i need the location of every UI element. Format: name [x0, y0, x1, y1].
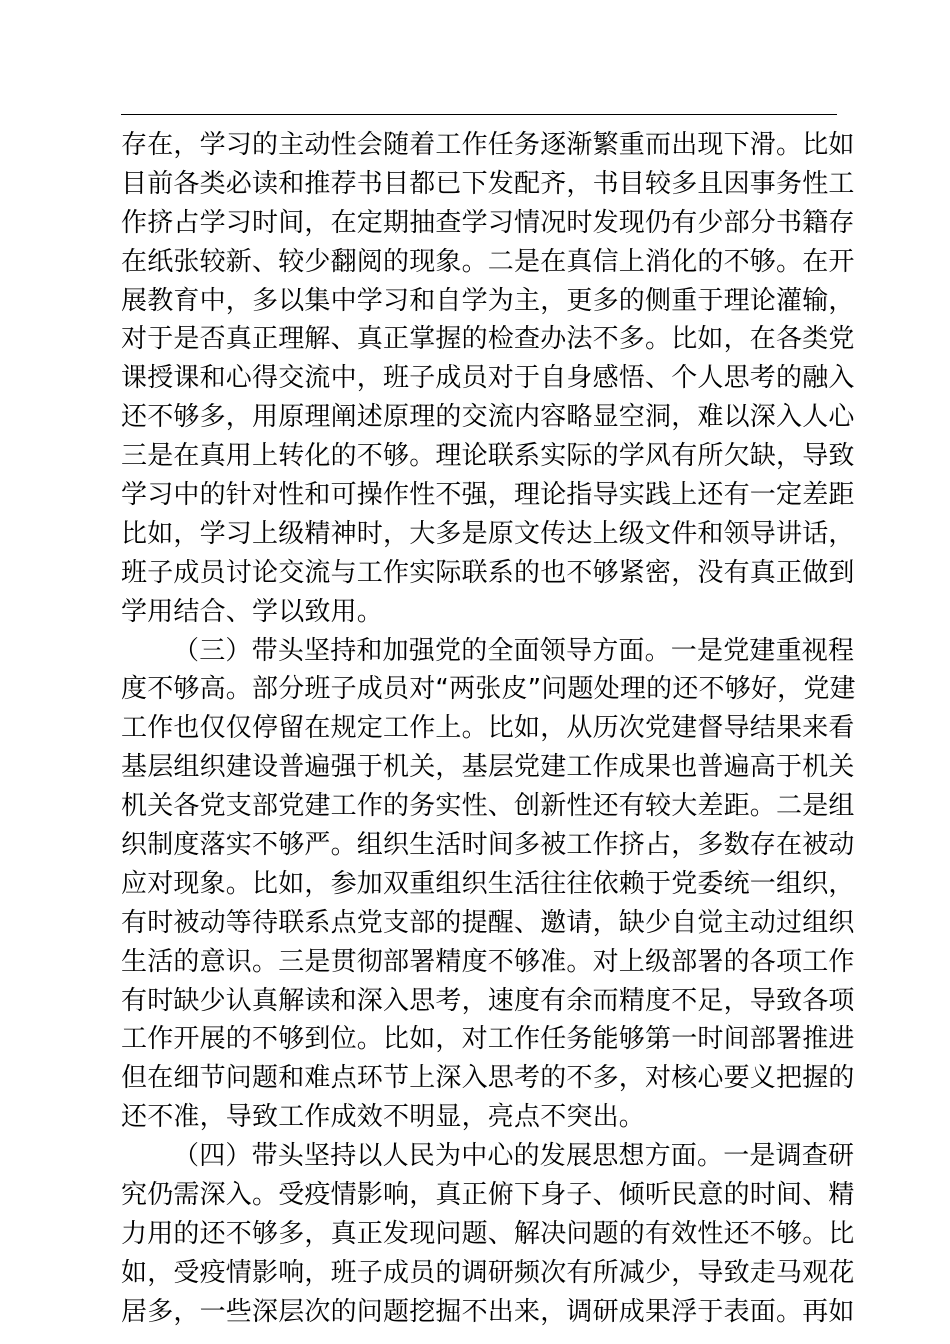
header-rule	[121, 114, 837, 115]
text-line: 在纸张较新、较少翻阅的现象。二是在真信上消化的不够。在开	[121, 246, 855, 277]
text-line: 基层组织建设普遍强于机关，基层党建工作成果也普遍高于机关	[121, 752, 855, 783]
text-line: 展教育中，多以集中学习和自学为主，更多的侧重于理论灌输，	[121, 285, 855, 316]
section-heading-line: （三）带头坚持和加强党的全面领导方面。一是党建重视程	[173, 635, 855, 666]
text-line: 生活的意识。三是贯彻部署精度不够准。对上级部署的各项工作	[121, 946, 855, 977]
text-line: 比如，学习上级精神时，大多是原文传达上级文件和领导讲话，	[121, 518, 855, 549]
text-line: 如，受疫情影响，班子成员的调研频次有所减少，导致走马观花	[121, 1257, 855, 1288]
text-line: 对于是否真正理解、真正掌握的检查办法不多。比如，在各类党	[121, 324, 855, 355]
text-line: 三是在真用上转化的不够。理论联系实际的学风有所欠缺，导致	[121, 441, 855, 472]
text-line: 工作开展的不够到位。比如，对工作任务能够第一时间部署推进	[121, 1024, 855, 1055]
text-line: 机关各党支部党建工作的务实性、创新性还有较大差距。二是组	[121, 791, 855, 822]
text-line: 课授课和心得交流中，班子成员对于自身感悟、个人思考的融入	[121, 363, 855, 394]
text-line: 力用的还不够多，真正发现问题、解决问题的有效性还不够。比	[121, 1218, 855, 1249]
text-line: 存在，学习的主动性会随着工作任务逐渐繁重而出现下滑。比如	[121, 130, 855, 160]
text-line: 工作也仅仅停留在规定工作上。比如，从历次党建督导结果来看	[121, 713, 855, 744]
body-text	[121, 126, 856, 1332]
text-line: 目前各类必读和推荐书目都已下发配齐，书目较多且因事务性工	[121, 168, 855, 199]
section-heading-line: （四）带头坚持以人民为中心的发展思想方面。一是调查研	[173, 1141, 855, 1172]
text-line: 学用结合、学以致用。	[121, 596, 384, 627]
text-line: 究仍需深入。受疫情影响，真正俯下身子、倾听民意的时间、精	[121, 1180, 855, 1211]
text-line: 还不准，导致工作成效不明显，亮点不突出。	[121, 1102, 646, 1133]
text-line: 班子成员讨论交流与工作实际联系的也不够紧密，没有真正做到	[121, 557, 855, 588]
text-line: 应对现象。比如，参加双重组织生活往往依赖于党委统一组织，	[121, 868, 855, 899]
text-line: 度不够高。部分班子成员对“两张皮”问题处理的还不够好，党建	[121, 674, 856, 705]
text-line: 有时被动等待联系点党支部的提醒、邀请，缺少自觉主动过组织	[121, 907, 855, 938]
text-line: 有时缺少认真解读和深入思考，速度有余而精度不足，导致各项	[121, 985, 855, 1016]
text-line: 织制度落实不够严。组织生活时间多被工作挤占，多数存在被动	[121, 830, 855, 861]
text-line: 居多，一些深层次的问题挖掘不出来，调研成果浮于表面。再如	[121, 1296, 855, 1327]
text-line: 学习中的针对性和可操作性不强，理论指导实践上还有一定差距	[121, 480, 855, 511]
text-line: 但在细节问题和难点环节上深入思考的不多，对核心要义把握的	[121, 1063, 855, 1094]
text-line: 还不够多，用原理阐述原理的交流内容略显空洞，难以深入人心	[121, 402, 855, 433]
text-line: 作挤占学习时间，在定期抽查学习情况时发现仍有少部分书籍存	[121, 207, 855, 238]
